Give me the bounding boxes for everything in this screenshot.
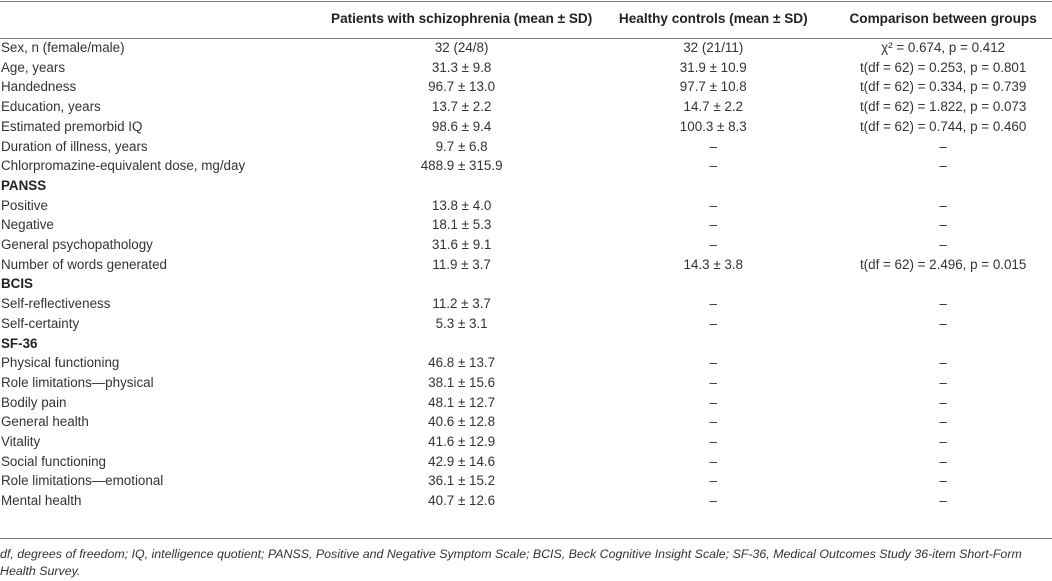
row-label: General health xyxy=(1,414,89,430)
row-label: Education, years xyxy=(1,99,101,115)
controls-value: – xyxy=(709,217,717,233)
controls-value: – xyxy=(709,237,717,253)
comparison-value: – xyxy=(939,138,947,154)
table-row xyxy=(0,294,1052,314)
row-label: Bodily pain xyxy=(1,394,67,410)
section-row xyxy=(0,334,1052,354)
section-title-panss: PANSS xyxy=(1,177,47,193)
table-row xyxy=(0,373,1052,393)
table-row xyxy=(0,255,1052,275)
table-row xyxy=(0,491,1052,511)
table-row xyxy=(0,432,1052,452)
row-label: Chlorpromazine-equivalent dose, mg/day xyxy=(1,158,246,174)
controls-value: – xyxy=(709,493,717,509)
section-title-sf36: SF-36 xyxy=(1,335,38,351)
controls-value: – xyxy=(709,197,717,213)
controls-value: – xyxy=(709,394,717,410)
controls-value: 31.9 ± 10.9 xyxy=(679,59,747,75)
patients-value: 31.3 ± 9.8 xyxy=(431,59,492,75)
table-row xyxy=(0,137,1052,157)
panss-group xyxy=(0,196,1052,275)
row-label: Duration of illness, years xyxy=(1,138,148,154)
patients-value: 40.7 ± 12.6 xyxy=(428,493,496,509)
patients-value: 41.6 ± 12.9 xyxy=(428,434,496,450)
comparison-value: – xyxy=(939,473,947,489)
patients-value: 48.1 ± 12.7 xyxy=(428,394,496,410)
comparison-value: t(df = 62) = 0.334, p = 0.739 xyxy=(859,79,1027,95)
table-row xyxy=(0,38,1052,58)
row-label: Role limitations—emotional xyxy=(1,473,164,489)
table-row xyxy=(0,471,1052,491)
table-row xyxy=(0,77,1052,97)
comparison-value: – xyxy=(939,414,947,430)
header-controls: Healthy controls (mean ± SD) xyxy=(618,11,808,26)
patients-value: 18.1 ± 5.3 xyxy=(431,217,492,233)
controls-value: 97.7 ± 10.8 xyxy=(679,79,747,95)
patients-value: 98.6 ± 9.4 xyxy=(431,118,492,134)
patients-value: 5.3 ± 3.1 xyxy=(435,315,488,331)
controls-value: – xyxy=(709,158,717,174)
row-label: Sex, n (female/male) xyxy=(1,40,125,55)
patients-value: 46.8 ± 13.7 xyxy=(428,355,496,371)
patients-value: 42.9 ± 14.6 xyxy=(428,453,496,469)
controls-value: – xyxy=(709,473,717,489)
patients-value: 38.1 ± 15.6 xyxy=(428,374,496,390)
patients-value: 13.7 ± 2.2 xyxy=(431,99,492,115)
table-row xyxy=(0,412,1052,432)
row-label: General psychopathology xyxy=(1,237,153,253)
header-row xyxy=(0,0,1052,38)
patients-value: 488.9 ± 315.9 xyxy=(420,158,503,174)
comparison-value: – xyxy=(939,197,947,213)
comparison-value: – xyxy=(939,434,947,450)
row-label: Vitality xyxy=(1,434,41,450)
patients-value: 31.6 ± 9.1 xyxy=(431,237,492,253)
table-row xyxy=(0,393,1052,413)
patients-value: 13.8 ± 4.0 xyxy=(431,197,492,213)
controls-value: – xyxy=(709,355,717,371)
controls-value: – xyxy=(709,453,717,469)
comparison-value: – xyxy=(939,217,947,233)
comparison-value: χ² = 0.674, p = 0.412 xyxy=(881,40,1006,55)
patients-value: 40.6 ± 12.8 xyxy=(428,414,496,430)
patients-value: 11.2 ± 3.7 xyxy=(432,296,491,312)
controls-value: – xyxy=(709,315,717,331)
comparison-value: – xyxy=(939,394,947,410)
row-label: Social functioning xyxy=(1,453,106,469)
table-row xyxy=(0,117,1052,137)
section-row xyxy=(0,274,1052,294)
row-label: Role limitations—physical xyxy=(1,374,154,390)
row-label: Age, years xyxy=(1,59,66,75)
patients-value: 11.9 ± 3.7 xyxy=(432,256,491,272)
row-label: Negative xyxy=(1,217,54,233)
controls-value: – xyxy=(709,296,717,312)
table-row xyxy=(0,452,1052,472)
controls-value: 100.3 ± 8.3 xyxy=(679,118,747,134)
comparison-value: – xyxy=(939,296,947,312)
controls-value: 14.3 ± 3.8 xyxy=(683,256,743,272)
comparison-value: – xyxy=(939,374,947,390)
table-row xyxy=(0,353,1052,373)
comparison-value: t(df = 62) = 0.253, p = 0.801 xyxy=(859,59,1027,75)
controls-value: – xyxy=(709,374,717,390)
table-row xyxy=(0,235,1052,255)
controls-value: – xyxy=(709,434,717,450)
row-label: Self-certainty xyxy=(1,315,80,331)
table-row xyxy=(0,314,1052,334)
comparison-value: – xyxy=(939,237,947,253)
comparison-value: t(df = 62) = 0.744, p = 0.460 xyxy=(859,118,1027,134)
comparison-value: – xyxy=(939,355,947,371)
controls-value: 14.7 ± 2.2 xyxy=(683,99,743,115)
table-footnote: df, degrees of freedom; IQ, intelligence quotient; PANSS, Positive and Negative Symptom Scale; BCIS, Beck Cognitive Insight Scale; SF-36, Medical Outcomes Study 36-item Short-Form Health Survey. xyxy=(0,547,1022,578)
header-patients: Patients with schizophrenia (mean ± SD) xyxy=(331,11,593,26)
header-label-col xyxy=(0,0,331,38)
comparison-value: – xyxy=(939,158,947,174)
sf36-group xyxy=(0,353,1052,511)
table-row xyxy=(0,215,1052,235)
section-title-bcis: BCIS xyxy=(1,276,33,292)
bcis-group xyxy=(0,294,1052,333)
row-label: Handedness xyxy=(1,79,77,95)
bottom-rule xyxy=(0,538,1052,539)
comparison-value: – xyxy=(939,493,947,509)
controls-value: – xyxy=(709,138,717,154)
comparison-value: – xyxy=(939,315,947,331)
comparison-value: t(df = 62) = 2.496, p = 0.015 xyxy=(859,256,1027,272)
section-row xyxy=(0,176,1052,196)
controls-value: 32 (21/11) xyxy=(683,40,744,55)
table-row xyxy=(0,58,1052,78)
row-label: Self-reflectiveness xyxy=(1,296,111,312)
patients-value: 32 (24/8) xyxy=(434,40,489,55)
patients-value: 9.7 ± 6.8 xyxy=(435,138,488,154)
header-comparison: Comparison between groups xyxy=(849,11,1037,26)
row-label: Number of words generated xyxy=(1,256,167,272)
row-label: Mental health xyxy=(1,493,82,509)
comparison-value: t(df = 62) = 1.822, p = 0.073 xyxy=(859,99,1027,115)
table-row xyxy=(0,156,1052,176)
row-label: Positive xyxy=(1,197,48,213)
row-label: Estimated premorbid IQ xyxy=(1,118,143,134)
row-label: Physical functioning xyxy=(1,355,120,371)
patients-value: 96.7 ± 13.0 xyxy=(428,79,496,95)
demographics-group xyxy=(0,38,1052,176)
comparison-value: – xyxy=(939,453,947,469)
table-row xyxy=(0,196,1052,216)
patients-value: 36.1 ± 15.2 xyxy=(428,473,496,489)
table-row xyxy=(0,97,1052,117)
controls-value: – xyxy=(709,414,717,430)
